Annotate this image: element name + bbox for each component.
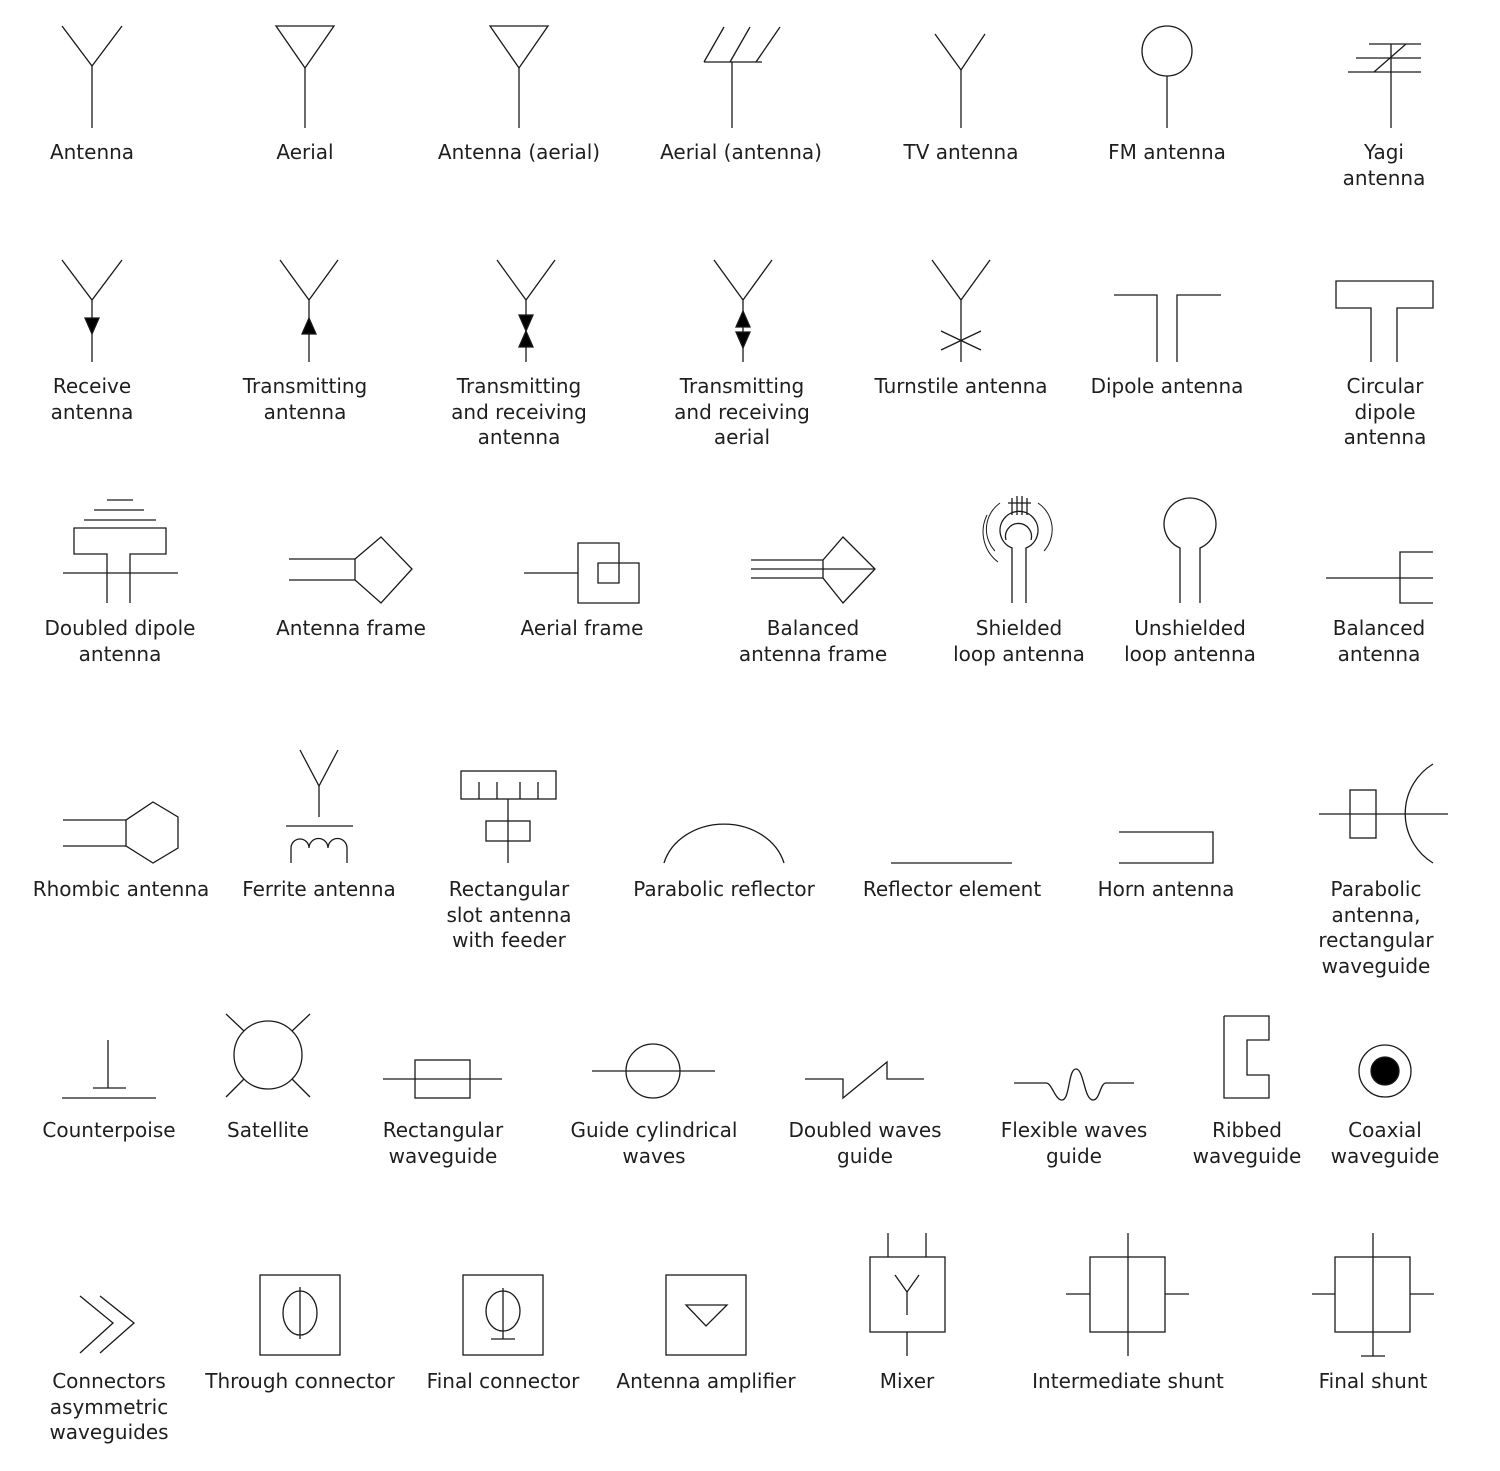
label-unshielded-loop-antenna: Unshielded loop antenna: [1124, 616, 1256, 666]
label-shielded-loop-antenna: Shielded loop antenna: [953, 616, 1085, 666]
unshielded-loop-antenna-icon: [1164, 498, 1216, 603]
label-fm-antenna: FM antenna: [1108, 140, 1226, 164]
aerial-frame-icon: [524, 543, 639, 603]
transmitting-antenna-icon: [280, 260, 338, 362]
mixer-icon: [870, 1233, 945, 1356]
label-turnstile-antenna: Turnstile antenna: [874, 374, 1048, 398]
turnstile-antenna-icon: [932, 260, 990, 362]
label-transmitting-receiving-aerial: Transmitting and receiving aerial: [674, 374, 810, 449]
label-transmitting-receiving-antenna: Transmitting and receiving antenna: [451, 374, 587, 449]
label-final-shunt: Final shunt: [1318, 1369, 1428, 1393]
label-intermediate-shunt: Intermediate shunt: [1032, 1369, 1224, 1393]
transmitting-receiving-antenna-icon: [497, 260, 555, 362]
label-antenna-frame: Antenna frame: [276, 616, 426, 640]
label-antenna: Antenna: [49, 140, 135, 164]
label-aerial-antenna: Aerial (antenna): [660, 140, 822, 164]
doubled-dipole-antenna-icon: [63, 500, 178, 603]
rectangular-waveguide-icon: [383, 1060, 502, 1098]
ferrite-antenna-icon: [286, 750, 353, 863]
aerial-antenna-icon: [704, 27, 780, 128]
tv-antenna-icon: [935, 34, 985, 128]
label-aerial: Aerial: [276, 140, 334, 164]
label-circular-dipole-antenna: Circular dipole antenna: [1343, 374, 1427, 449]
label-rectangular-waveguide: Rectangular waveguide: [382, 1118, 504, 1168]
label-mixer: Mixer: [879, 1369, 935, 1393]
label-flexible-waves-guide: Flexible waves guide: [1000, 1118, 1148, 1168]
label-horn-antenna: Horn antenna: [1097, 877, 1235, 901]
flexible-waves-guide-icon: [1014, 1069, 1134, 1100]
fm-antenna-icon: [1142, 26, 1192, 128]
shielded-loop-antenna-icon: [983, 496, 1052, 603]
balanced-antenna-icon: [1326, 552, 1433, 603]
label-balanced-antenna-frame: Balanced antenna frame: [738, 616, 888, 666]
label-doubled-dipole-antenna: Doubled dipole antenna: [44, 616, 196, 666]
label-aerial-frame: Aerial frame: [520, 616, 644, 640]
dipole-antenna-icon: [1114, 295, 1221, 362]
label-transmitting-antenna: Transmitting antenna: [242, 374, 368, 424]
label-through-connector: Through connector: [205, 1369, 395, 1393]
parabolic-antenna-icon: [1319, 764, 1448, 863]
label-rhombic-antenna: Rhombic antenna: [32, 877, 210, 901]
label-yagi-antenna: Yagi antenna: [1342, 140, 1426, 190]
label-doubled-waves-guide: Doubled waves guide: [788, 1118, 942, 1168]
asymmetric-connector-icon: [80, 1296, 134, 1353]
rectangular-slot-antenna-icon: [461, 771, 556, 863]
label-guide-cylindrical-waves: Guide cylindrical waves: [570, 1118, 738, 1168]
label-receive-antenna: Receive antenna: [50, 374, 134, 424]
label-parabolic-reflector: Parabolic reflector: [633, 877, 815, 901]
transmitting-receiving-aerial-icon: [714, 260, 772, 362]
label-connectors-asymmetric-waveguides: Connectors asymmetric waveguides: [49, 1369, 169, 1444]
ribbed-waveguide-icon: [1224, 1016, 1269, 1098]
label-ferrite-antenna: Ferrite antenna: [242, 877, 396, 901]
rhombic-antenna-icon: [63, 802, 178, 863]
label-antenna-aerial: Antenna (aerial): [437, 140, 601, 164]
satellite-icon: [226, 1014, 310, 1097]
label-rectangular-slot-antenna: Rectangular slot antenna with feeder: [446, 877, 572, 952]
receive-antenna-icon: [62, 260, 122, 362]
circular-dipole-antenna-icon: [1336, 281, 1433, 362]
counterpoise-icon: [62, 1040, 156, 1098]
label-antenna-amplifier: Antenna amplifier: [616, 1369, 796, 1393]
label-ribbed-waveguide: Ribbed waveguide: [1192, 1118, 1302, 1168]
parabolic-reflector-icon: [664, 824, 784, 863]
balanced-antenna-frame-icon: [751, 537, 875, 603]
final-shunt-icon: [1312, 1233, 1434, 1356]
label-final-connector: Final connector: [426, 1369, 580, 1393]
yagi-antenna-icon: [1348, 44, 1421, 128]
intermediate-shunt-icon: [1066, 1233, 1189, 1356]
coaxial-waveguide-icon: [1359, 1045, 1411, 1097]
horn-antenna-icon: [1119, 832, 1213, 863]
antenna-frame-icon: [289, 537, 412, 603]
label-coaxial-waveguide: Coaxial waveguide: [1330, 1118, 1440, 1168]
label-reflector-element: Reflector element: [862, 877, 1042, 901]
label-tv-antenna: TV antenna: [903, 140, 1019, 164]
doubled-waves-guide-icon: [805, 1062, 924, 1098]
antenna-icon: [62, 26, 122, 128]
through-connector-icon: [260, 1275, 340, 1355]
antenna-aerial-icon: [490, 26, 548, 128]
label-counterpoise: Counterpoise: [42, 1118, 176, 1142]
label-dipole-antenna: Dipole antenna: [1090, 374, 1244, 398]
label-satellite: Satellite: [227, 1118, 309, 1142]
guide-cylindrical-waves-icon: [592, 1044, 715, 1098]
label-balanced-antenna: Balanced antenna: [1332, 616, 1426, 666]
aerial-icon: [276, 26, 334, 128]
antenna-amplifier-icon: [666, 1275, 746, 1355]
final-connector-icon: [463, 1275, 543, 1355]
label-parabolic-antenna-rect-waveguide: Parabolic antenna, rectangular waveguide: [1318, 877, 1434, 978]
